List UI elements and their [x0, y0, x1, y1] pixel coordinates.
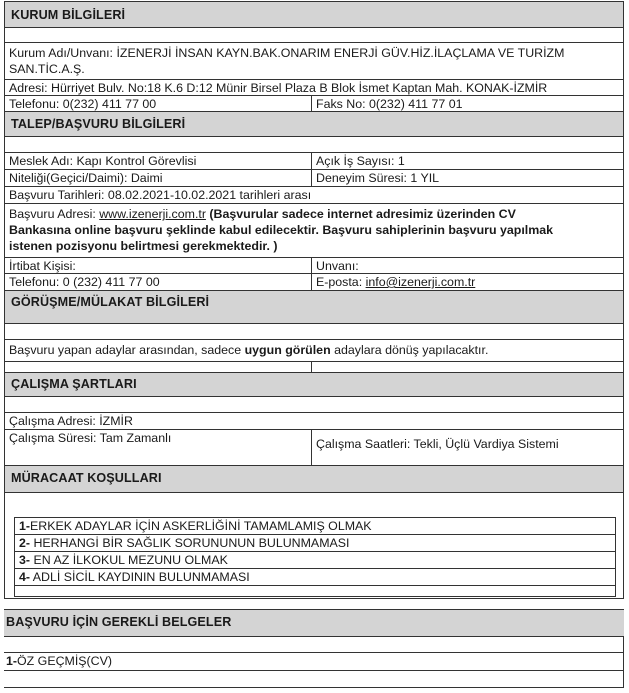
muracaat-list: [14, 517, 616, 597]
eposta-link[interactable]: info@izenerji.com.tr: [365, 275, 476, 289]
muracaat-item-1-num: 1-: [19, 519, 31, 533]
calisma-adres-row: [4, 413, 624, 430]
talep-telefonu: Telefonu: 0 (232) 411 77 00: [9, 275, 160, 289]
talep-eposta-cell: [311, 274, 625, 290]
calisma-header: [4, 372, 624, 397]
gorusme-text: [5, 340, 625, 361]
muracaat-item-4-text: ADLİ SİCİL KAYDININ BULUNMAMASI: [30, 570, 250, 584]
kurum-name-line1: İZENERJİ İNSAN KAYN.BAK.ONARIM ENERJİ GÜV.HİZ.İLAÇLAMA VE TURİZM: [116, 46, 565, 60]
gorusme-spacer: [4, 324, 624, 340]
basvuru-adresi-label: Başvuru Adresi:: [9, 207, 96, 221]
gorusme-empty-cell: [311, 362, 625, 372]
muracaat-body: [4, 493, 624, 599]
gorusme-text-bold: uygun görülen: [244, 343, 331, 357]
muracaat-header: [4, 465, 624, 493]
belgeler-item-1-text: ÖZ GEÇMİŞ(CV): [17, 654, 113, 668]
muracaat-item-1: [15, 518, 615, 535]
kurum-fax: Faks No: 0(232) 411 77 01: [311, 96, 625, 111]
belgeler-empty-row: [4, 671, 624, 688]
muracaat-item-3-text: EN AZ İLKOKUL MEZUNU OLMAK: [30, 553, 228, 567]
niteligi: Niteliği(Geçici/Daimi): Daimi: [9, 171, 163, 185]
belgeler-header-label: BAŞVURU İÇİN GEREKLİ BELGELER: [6, 615, 232, 629]
talep-tarih-row: [4, 187, 624, 204]
belgeler-spacer: [4, 637, 624, 653]
calisma-saatleri: Çalışma Saatleri: Tekli, Üçlü Vardiya Sistemi: [311, 430, 625, 465]
deneyim-suresi: Deneyim Süresi: 1 YIL: [311, 170, 625, 186]
irtibat-kisisi: İrtibat Kişisi:: [9, 259, 76, 273]
basvuru-note-2: Bankasına online başvuru şeklinde kabul edilecektir. Başvuru sahiplerinin başvuru yapılmak: [9, 223, 554, 237]
muracaat-item-empty: [15, 586, 615, 603]
talep-telefon-row: [4, 274, 624, 290]
eposta-label: E-posta:: [316, 275, 363, 289]
kurum-spacer: [4, 28, 624, 43]
muracaat-item-4-num: 4-: [19, 570, 31, 584]
acik-is-sayisi: Açık İş Sayısı: 1: [311, 153, 625, 169]
kurum-header-label: KURUM BİLGİLERİ: [11, 8, 126, 22]
calisma-spacer: [4, 397, 624, 413]
talep-nitelik-row: [4, 170, 624, 187]
gorusme-text-after: adaylara dönüş yapılacaktır.: [334, 343, 489, 357]
calisma-adresi: Çalışma Adresi: İZMİR: [9, 414, 133, 428]
talep-header-label: TALEP/BAŞVURU BİLGİLERİ: [11, 117, 186, 131]
gorusme-text-row: [4, 340, 624, 362]
calisma-header-label: ÇALIŞMA ŞARTLARI: [11, 377, 137, 391]
gorusme-header-label: GÖRÜŞME/MÜLAKAT BİLGİLERİ: [11, 295, 210, 309]
muracaat-item-2-text: HERHANGİ BİR SAĞLIK SORUNUNUN BULUNMAMASI: [30, 536, 350, 550]
basvuru-adresi-cell: [5, 204, 625, 257]
talep-adres-row: [4, 204, 624, 258]
belgeler-item-row: [4, 653, 624, 671]
muracaat-item-1-text: ERKEK ADAYLAR İÇİN ASKERLİĞİNİ TAMAMLAMIŞ OLMAK: [30, 519, 372, 533]
muracaat-item-3-num: 3-: [19, 553, 31, 567]
belgeler-header: [4, 609, 624, 637]
talep-header: [4, 111, 624, 137]
gorusme-text-before: Başvuru yapan adaylar arasından, sadece: [9, 343, 242, 357]
muracaat-item-2: [15, 535, 615, 552]
meslek-adi: Meslek Adı: Kapı Kontrol Görevlisi: [9, 154, 197, 168]
kurum-address-row: [4, 80, 624, 96]
basvuru-note-1: (Başvurular sadece internet adresimiz üzerinden CV: [209, 207, 516, 221]
muracaat-item-3: [15, 552, 615, 569]
muracaat-header-label: MÜRACAAT KOŞULLARI: [11, 471, 162, 485]
muracaat-item-2-num: 2-: [19, 536, 31, 550]
talep-meslek-row: [4, 153, 624, 170]
irtibat-unvani: Unvanı:: [311, 258, 625, 273]
kurum-name-label: Kurum Adı/Unvanı:: [9, 46, 113, 60]
talep-spacer: [4, 137, 624, 153]
basvuru-url-link[interactable]: www.izenerji.com.tr: [99, 207, 206, 221]
kurum-phone: Telefonu: 0(232) 411 77 00: [9, 97, 157, 111]
belgeler-item-1-num: 1-: [6, 654, 18, 668]
basvuru-note-3: istenen pozisyonu belirtmesi gerekmektedir. ): [9, 239, 278, 253]
gorusme-empty-row: [4, 362, 624, 372]
belgeler-item-1: [4, 653, 624, 670]
calisma-suresi: Çalışma Süresi: Tam Zamanlı: [9, 431, 172, 445]
gorusme-header: [4, 290, 624, 324]
kurum-name-cell: [5, 43, 625, 79]
talep-irtibat-row: [4, 258, 624, 274]
kurum-name-line2: SAN.TİC.A.Ş.: [9, 62, 85, 76]
kurum-address: Adresi: Hürriyet Bulv. No:18 K.6 D:12 Münir Birsel Plaza B Blok İsmet Kaptan Mah. KONAK-İZMİR: [9, 81, 548, 95]
basvuru-tarihleri: Başvuru Tarihleri: 08.02.2021-10.02.2021 tarihleri arası: [9, 188, 312, 202]
kurum-contact-row: [4, 96, 624, 111]
calisma-sure-row: [4, 430, 624, 465]
kurum-header: [4, 1, 624, 28]
kurum-name-row: [4, 43, 624, 80]
muracaat-item-4: [15, 569, 615, 586]
